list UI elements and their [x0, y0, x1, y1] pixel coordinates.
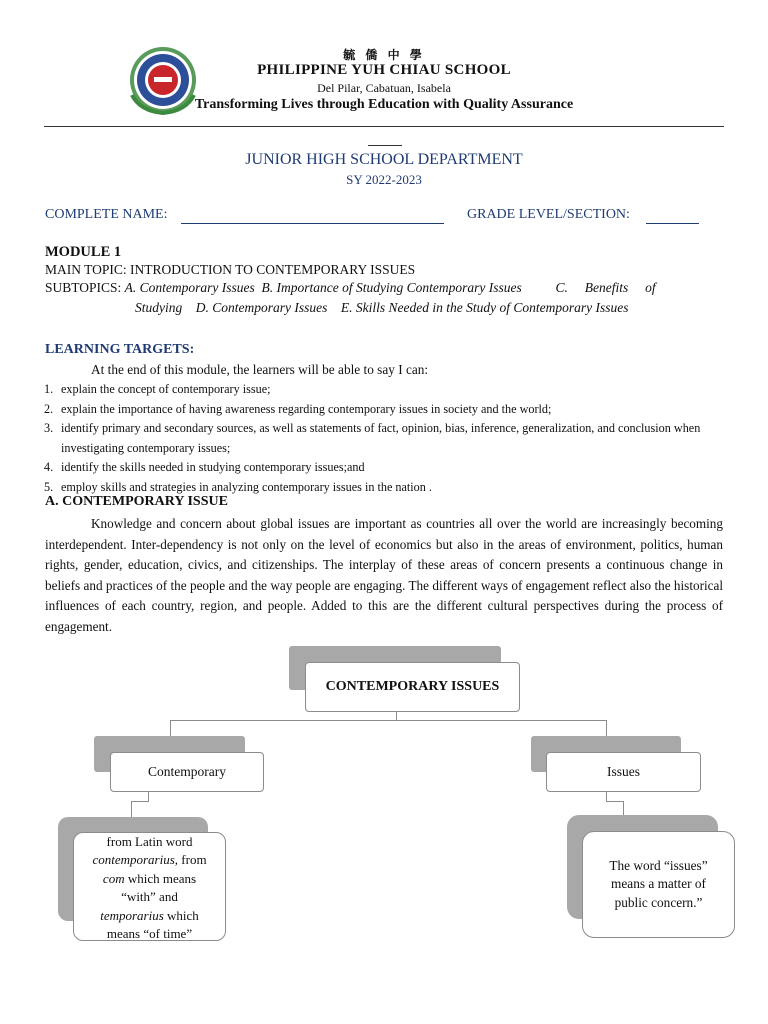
list-item: 1. explain the concept of contemporary issue; [44, 382, 271, 396]
connector [170, 720, 171, 736]
learning-targets-intro: At the end of this module, the learners will be able to say I can: [91, 362, 429, 377]
connector [606, 720, 607, 736]
subtopics-label: SUBTOPICS: [45, 280, 122, 295]
right-term-box [546, 752, 701, 792]
grade-level-label: GRADE LEVEL/SECTION: [467, 207, 630, 222]
right-desc-text: The word “issues” means a matter of public concern.” [609, 857, 708, 910]
subtopics-continued [135, 300, 628, 316]
connector [131, 801, 149, 802]
left-term-label: Contemporary [148, 764, 226, 779]
connector [170, 720, 607, 721]
school-name: PHILIPPINE YUH CHIAU SCHOOL [257, 62, 511, 78]
section-a-heading: A. CONTEMPORARY ISSUE [45, 494, 228, 509]
list-item: 4. identify the skills needed in studying contemporary issues;and [44, 460, 365, 474]
section-a-paragraph: Knowledge and concern about global issues are important as countries all over the world are increasingly becoming interdependent. Inter-dependency is not only on the level of economics but also in the areas of environment, politics, human rights, gender, education, civics, and citizenships. The interplay of these areas of concern presents a continuous change in beliefs and practices of the people and the way people are engaging. The different ways of engagement reflect also the historical influences of each country, region, and people. Added to this are the different cultural perspectives during the process of engagement. [45, 516, 723, 634]
learning-targets-heading: LEARNING TARGETS: [45, 342, 195, 357]
root-box [305, 662, 520, 712]
left-term-box [110, 752, 264, 792]
subtopics [45, 280, 656, 296]
module-title: MODULE 1 [45, 244, 122, 260]
list-item: 5. employ skills and strategies in analyzing contemporary issues in the nation . [44, 479, 432, 494]
root-label: CONTEMPORARY ISSUES [325, 679, 500, 694]
left-desc-box [73, 832, 226, 941]
department-title: JUNIOR HIGH SCHOOL DEPARTMENT [245, 151, 523, 168]
subtopics-line-1: A. Contemporary Issues B. Importance of Studying Contemporary Issues C. Benefits of [124, 280, 656, 295]
grade-level-field[interactable] [646, 208, 699, 224]
school-motto: Transforming Lives through Education with Quality Assurance [194, 97, 574, 112]
header-divider [44, 126, 724, 127]
school-address: Del Pilar, Cabatuan, Isabela [317, 81, 451, 95]
connector [131, 801, 132, 817]
complete-name-field[interactable] [181, 208, 444, 224]
left-desc-text: from Latin word contemporarius, from com which means “with” and temporarius which means “of time” [92, 834, 207, 942]
main-topic: MAIN TOPIC: INTRODUCTION TO CONTEMPORARY ISSUES [45, 262, 416, 277]
school-year: SY 2022-2023 [346, 172, 422, 187]
right-term-label: Issues [607, 764, 640, 779]
learning-targets-list [44, 380, 724, 497]
connector [606, 801, 624, 802]
header-divider-tail [368, 145, 402, 146]
school-chinese-name: 毓 僑 中 學 [343, 48, 425, 62]
connector [623, 801, 624, 815]
right-desc-box [582, 831, 735, 938]
list-item: 3. identify primary and secondary sources, as well as statements of fact, opinion, bias, inference, generalization, and conclusion when investigating contemporary issues; [44, 421, 701, 455]
list-item: 2. explain the importance of having awareness regarding contemporary issues in society and the world; [44, 401, 552, 416]
subtopics-line-2: Studying D. Contemporary Issues E. Skills Needed in the Study of Contemporary Issues [135, 300, 629, 315]
complete-name-label: COMPLETE NAME: [45, 207, 168, 222]
